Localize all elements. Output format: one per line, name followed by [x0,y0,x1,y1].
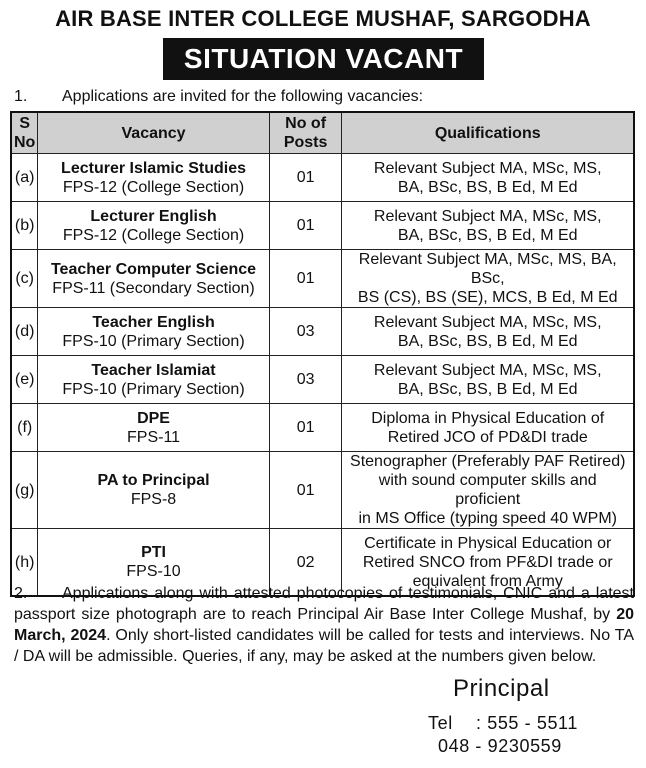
deadline-date: 20 March, 2024 [14,606,634,644]
header-qualifications: Qualifications [342,112,634,154]
vacancy-grade: FPS-8 [130,491,177,508]
table-row [11,250,634,308]
row-qualifications [342,308,634,356]
para-text-after: . Only short-listed candidates will be called for tests and interviews. No TA / DA will be admissible. Queries, if any, may be asked at the numbers given below. [14,627,634,665]
row-sno: (e) [11,356,38,404]
intro-number: 1. [14,88,28,105]
row-sno: (a) [11,154,38,202]
row-vacancy [38,356,269,404]
para-text-before: Applications along with attested photocopies of testimonials, CNIC and a latest passport size photograph are to reach Principal Air Base Inter College Mushaf, by [14,585,634,623]
table-row [11,202,634,250]
vacancy-grade: FPS-12 (College Section) [62,226,245,244]
vacancies-table [10,111,635,597]
row-sno: (h) [11,529,38,597]
qualification-line: Certificate in Physical Education or [364,534,612,552]
qualification-line: equivalent from Army [412,572,563,590]
row-vacancy [38,308,269,356]
header-sno [11,112,38,154]
qualification-line: Retired JCO of PD&DI trade [387,428,588,446]
table-header-row [11,112,634,154]
vacancy-title: Teacher English [92,313,215,331]
qualification-line: with sound computer skills and proficient [378,472,597,508]
vacancy-title: Lecturer English [90,207,217,225]
vacancy-title: DPE [137,409,170,427]
qualification-line: Retired SNCO from PF&DI trade or [362,553,613,571]
application-instructions [14,583,634,667]
qualification-line: Diploma in Physical Education of [371,409,605,427]
table-row [11,404,634,452]
row-posts: 01 [269,202,342,250]
tel-number-1: : 555 - 5511 [476,713,578,733]
qualification-line: BA, BSc, BS, B Ed, M Ed [397,178,578,196]
row-qualifications [342,452,634,529]
row-vacancy [38,452,269,529]
vacancy-grade: FPS-11 [127,428,181,446]
college-title: AIR BASE INTER COLLEGE MUSHAF, SARGODHA [55,6,591,31]
row-sno: (b) [11,202,38,250]
qualification-line: BA, BSc, BS, B Ed, M Ed [397,226,578,244]
row-qualifications [342,154,634,202]
row-sno: (g) [11,452,38,529]
header-posts-line1: No of [285,115,327,132]
header-sno-line2: No [14,134,36,151]
qualification-line: Relevant Subject MA, MSc, MS, [373,207,602,225]
row-sno: (d) [11,308,38,356]
row-qualifications [342,404,634,452]
qualification-line: Relevant Subject MA, MSc, MS, [373,313,602,331]
table-row [11,308,634,356]
table-row [11,452,634,529]
row-qualifications [342,250,634,308]
qualification-line: BS (CS), BS (SE), MCS, B Ed, M Ed [357,289,618,306]
row-posts: 01 [269,452,342,529]
row-sno: (c) [11,250,38,308]
qualification-line: BA, BSc, BS, B Ed, M Ed [397,332,578,350]
vacancy-title: Teacher Islamiat [91,361,216,379]
tel-label: Tel [428,713,453,733]
vacancy-title: Lecturer Islamic Studies [61,159,247,177]
row-sno: (f) [11,404,38,452]
vacancy-grade: FPS-10 [126,563,181,580]
row-posts: 03 [269,308,342,356]
row-qualifications [342,356,634,404]
vacancy-grade: FPS-12 (College Section) [62,178,245,196]
vacancy-grade: FPS-10 (Primary Section) [62,332,245,350]
header-vacancy: Vacancy [38,112,269,154]
qualification-line: in MS Office (typing speed 40 WPM) [358,510,617,527]
row-posts: 03 [269,356,342,404]
vacancy-title: Teacher Computer Science [50,260,257,278]
row-posts: 02 [269,529,342,597]
row-posts: 01 [269,154,342,202]
header-sno-line1: S [19,115,30,132]
row-vacancy [38,202,269,250]
qualification-line: Stenographer (Preferably PAF Retired) [350,453,626,470]
para-number: 2. [14,585,28,602]
qualification-line: Relevant Subject MA, MSc, MS, BA, BSc, [358,251,617,287]
qualification-line: BA, BSc, BS, B Ed, M Ed [397,380,578,398]
row-vacancy [38,154,269,202]
signoff-principal: Principal [453,675,550,702]
table-row [11,154,634,202]
vacancy-grade: FPS-11 (Secondary Section) [52,279,255,297]
row-vacancy [38,404,269,452]
intro-line [14,88,423,106]
vacancy-grade: FPS-10 (Primary Section) [62,380,245,398]
row-posts: 01 [269,250,342,308]
qualification-line: Relevant Subject MA, MSc, MS, [373,361,602,379]
intro-text: Applications are invited for the following vacancies: [62,88,424,105]
row-vacancy [38,250,269,308]
tel-number-2: 048 - 9230559 [438,736,562,756]
row-posts: 01 [269,404,342,452]
row-qualifications [342,202,634,250]
qualification-line: Relevant Subject MA, MSc, MS, [373,159,602,177]
table-row [11,356,634,404]
vacancy-title: PTI [141,544,166,561]
situation-vacant-banner: SITUATION VACANT [163,38,484,80]
header-posts [269,112,342,154]
vacancy-title: PA to Principal [97,472,210,489]
header-posts-line2: Posts [283,134,328,151]
telephone-block [428,712,578,758]
